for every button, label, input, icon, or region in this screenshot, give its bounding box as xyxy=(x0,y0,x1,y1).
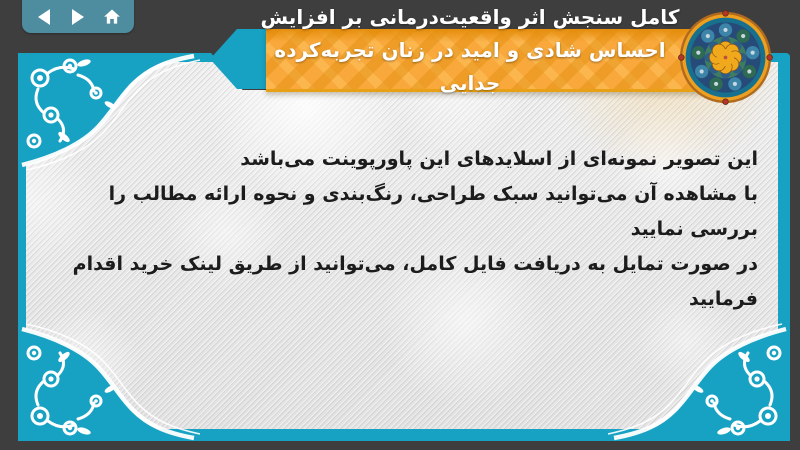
slide-body-text xyxy=(68,142,758,317)
home-icon xyxy=(102,7,122,27)
slide-title-line: جدایی xyxy=(439,71,501,95)
body-text-line: در صورت تمایل به دریافت فایل کامل، می‌توانید از طریق لینک خرید اقدام فرمایید xyxy=(72,253,758,310)
home-button[interactable] xyxy=(100,5,124,29)
body-text-line: این تصویر نمونه‌ای از اسلایدهای این پاورپوینت می‌باشد xyxy=(240,148,758,170)
body-text-line: با مشاهده آن می‌توانید سبک طراحی، رنگ‌بندی و نحوه ارائه مطالب را بررسی نمایید xyxy=(108,183,758,240)
navigation-bar xyxy=(22,0,134,33)
forward-arrow-icon xyxy=(70,8,86,26)
back-arrow-icon xyxy=(36,8,52,26)
slide-title-line: احساس شادی و امید در زنان تجربه‌کرده xyxy=(274,38,666,62)
slide-title-line: کامل سنجش اثر واقعیت‌درمانی بر افزایش xyxy=(260,5,680,29)
mandala-ornament xyxy=(678,10,773,105)
slide-title xyxy=(255,1,685,100)
back-button[interactable] xyxy=(32,5,56,29)
forward-button[interactable] xyxy=(66,5,90,29)
